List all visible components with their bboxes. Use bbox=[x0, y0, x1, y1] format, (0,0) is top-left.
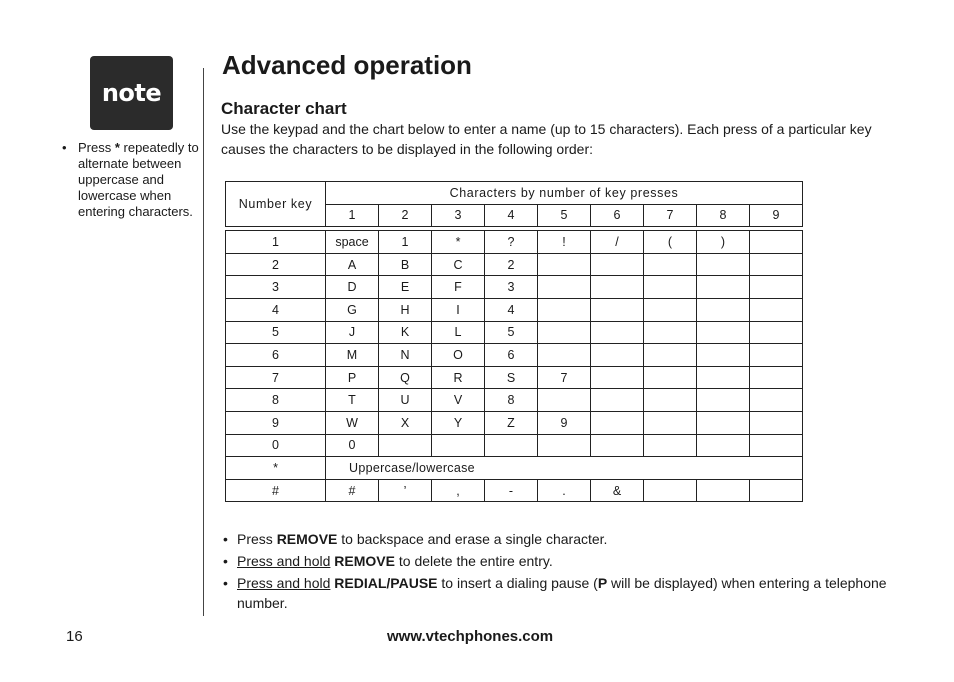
char-cell bbox=[750, 321, 803, 344]
char-cell bbox=[591, 344, 644, 367]
char-cell: G bbox=[326, 298, 379, 321]
char-cell: E bbox=[379, 276, 432, 299]
char-cell: O bbox=[432, 344, 485, 367]
char-cell: J bbox=[326, 321, 379, 344]
char-cell bbox=[538, 276, 591, 299]
table-row bbox=[226, 344, 803, 367]
page-number: 16 bbox=[66, 628, 83, 645]
char-cell: B bbox=[379, 253, 432, 276]
char-cell: 6 bbox=[485, 344, 538, 367]
section-title: Character chart bbox=[221, 99, 347, 118]
char-cell bbox=[697, 276, 750, 299]
char-cell: N bbox=[379, 344, 432, 367]
char-cell: 2 bbox=[485, 253, 538, 276]
char-cell: 8 bbox=[485, 389, 538, 412]
char-cell bbox=[538, 344, 591, 367]
char-cell: , bbox=[432, 479, 485, 502]
side-note-post: repeatedly to alternate between uppercase and lowercase when entering characters. bbox=[78, 140, 199, 219]
table-row-hash bbox=[226, 479, 803, 502]
side-note-pre: Press bbox=[78, 140, 115, 155]
char-cell: 7 bbox=[538, 366, 591, 389]
char-cell: R bbox=[432, 366, 485, 389]
char-cell bbox=[750, 411, 803, 434]
char-cell bbox=[591, 298, 644, 321]
table-row bbox=[226, 276, 803, 299]
press-number: 6 bbox=[591, 204, 644, 227]
footer-url: www.vtechphones.com bbox=[387, 628, 554, 645]
side-note-text bbox=[78, 140, 202, 220]
char-cell bbox=[591, 411, 644, 434]
key-cell: 9 bbox=[226, 411, 326, 434]
char-cell bbox=[644, 479, 697, 502]
header-row bbox=[226, 182, 803, 205]
char-cell bbox=[750, 389, 803, 412]
emphasis-text: Press and hold bbox=[237, 553, 331, 569]
char-cell: T bbox=[326, 389, 379, 412]
bullet-dot: • bbox=[223, 575, 228, 591]
char-cell: ! bbox=[538, 231, 591, 254]
char-cell bbox=[591, 366, 644, 389]
char-cell: U bbox=[379, 389, 432, 412]
char-cell bbox=[750, 479, 803, 502]
char-cell bbox=[697, 253, 750, 276]
char-cell bbox=[644, 366, 697, 389]
char-cell: M bbox=[326, 344, 379, 367]
char-cell: 1 bbox=[379, 231, 432, 254]
instruction-text: to backspace and erase a single character. bbox=[337, 531, 608, 547]
char-cell: ) bbox=[697, 231, 750, 254]
char-cell: Y bbox=[432, 411, 485, 434]
char-cell bbox=[591, 389, 644, 412]
bullet-dot: • bbox=[223, 531, 228, 547]
char-cell bbox=[644, 253, 697, 276]
number-key-header: Number key bbox=[226, 182, 326, 227]
char-cell bbox=[485, 434, 538, 457]
char-cell bbox=[538, 389, 591, 412]
intro-text: Use the keypad and the chart below to enter a name (up to 15 characters). Each press of a particular key causes the characters to be displayed in the following order: bbox=[221, 121, 872, 157]
key-cell: # bbox=[226, 479, 326, 502]
table-row bbox=[226, 231, 803, 254]
presses-header: Characters by number of key presses bbox=[326, 182, 803, 205]
table-row bbox=[226, 434, 803, 457]
char-cell bbox=[697, 298, 750, 321]
vertical-divider bbox=[203, 68, 204, 616]
char-cell bbox=[697, 389, 750, 412]
char-cell bbox=[644, 298, 697, 321]
char-cell bbox=[644, 411, 697, 434]
char-cell bbox=[538, 298, 591, 321]
key-cell: 3 bbox=[226, 276, 326, 299]
table-row bbox=[226, 253, 803, 276]
key-cell: 1 bbox=[226, 231, 326, 254]
char-cell: & bbox=[591, 479, 644, 502]
char-cell bbox=[538, 321, 591, 344]
char-cell bbox=[644, 434, 697, 457]
key-cell: 8 bbox=[226, 389, 326, 412]
note-badge: note bbox=[90, 56, 173, 130]
char-cell: 3 bbox=[485, 276, 538, 299]
key-cell: 7 bbox=[226, 366, 326, 389]
char-cell: # bbox=[326, 479, 379, 502]
page-title: Advanced operation bbox=[222, 50, 472, 80]
char-cell bbox=[644, 321, 697, 344]
char-cell bbox=[432, 434, 485, 457]
char-cell: / bbox=[591, 231, 644, 254]
char-cell: D bbox=[326, 276, 379, 299]
char-cell bbox=[750, 298, 803, 321]
bullet-dot: • bbox=[223, 553, 228, 569]
case-toggle-cell: Uppercase/lowercase bbox=[326, 457, 803, 480]
key-cell: 0 bbox=[226, 434, 326, 457]
table-row-star bbox=[226, 457, 803, 480]
table-row bbox=[226, 321, 803, 344]
instruction-text: to insert a dialing pause ( bbox=[437, 575, 598, 591]
side-note bbox=[62, 140, 202, 220]
instruction-item bbox=[221, 552, 901, 572]
char-cell bbox=[697, 434, 750, 457]
char-cell: 9 bbox=[538, 411, 591, 434]
char-cell: ( bbox=[644, 231, 697, 254]
key-cell: 5 bbox=[226, 321, 326, 344]
key-cell: 6 bbox=[226, 344, 326, 367]
press-number: 8 bbox=[697, 204, 750, 227]
char-cell bbox=[697, 411, 750, 434]
char-cell: 4 bbox=[485, 298, 538, 321]
char-cell: X bbox=[379, 411, 432, 434]
instruction-text: will be displayed) when entering a telephone number. bbox=[237, 575, 887, 611]
char-cell: K bbox=[379, 321, 432, 344]
char-cell bbox=[591, 321, 644, 344]
char-cell bbox=[750, 434, 803, 457]
emphasis-text: Press and hold bbox=[237, 575, 331, 591]
char-cell bbox=[538, 253, 591, 276]
char-cell: S bbox=[485, 366, 538, 389]
instruction-item bbox=[221, 574, 901, 613]
key-cell: * bbox=[226, 457, 326, 480]
bullet-dot: • bbox=[62, 140, 67, 155]
char-cell bbox=[591, 253, 644, 276]
char-cell bbox=[591, 434, 644, 457]
char-cell: L bbox=[432, 321, 485, 344]
char-cell bbox=[538, 434, 591, 457]
table-row bbox=[226, 298, 803, 321]
char-cell: 0 bbox=[326, 434, 379, 457]
char-cell: H bbox=[379, 298, 432, 321]
char-cell: C bbox=[432, 253, 485, 276]
key-cell: 2 bbox=[226, 253, 326, 276]
char-cell bbox=[379, 434, 432, 457]
char-cell bbox=[644, 389, 697, 412]
character-chart bbox=[225, 181, 803, 502]
char-cell: 5 bbox=[485, 321, 538, 344]
char-cell: W bbox=[326, 411, 379, 434]
key-name: P bbox=[597, 575, 608, 591]
key-name: REDIAL/PAUSE bbox=[334, 575, 438, 591]
key-cell: 4 bbox=[226, 298, 326, 321]
char-cell: P bbox=[326, 366, 379, 389]
press-number: 3 bbox=[432, 204, 485, 227]
instruction-item bbox=[221, 530, 901, 550]
instructions-list bbox=[221, 530, 901, 616]
press-number: 4 bbox=[485, 204, 538, 227]
char-cell: ’ bbox=[379, 479, 432, 502]
char-cell bbox=[697, 479, 750, 502]
char-cell bbox=[750, 231, 803, 254]
char-cell: V bbox=[432, 389, 485, 412]
char-cell: ? bbox=[485, 231, 538, 254]
key-name: REMOVE bbox=[276, 531, 338, 547]
char-cell: - bbox=[485, 479, 538, 502]
char-cell: F bbox=[432, 276, 485, 299]
char-cell: Z bbox=[485, 411, 538, 434]
char-cell bbox=[750, 253, 803, 276]
char-cell bbox=[750, 276, 803, 299]
char-cell bbox=[750, 366, 803, 389]
star-key: * bbox=[114, 140, 120, 155]
instruction-text: to delete the entire entry. bbox=[394, 553, 553, 569]
char-cell bbox=[750, 344, 803, 367]
table-row bbox=[226, 389, 803, 412]
instruction-text: Press bbox=[237, 531, 277, 547]
char-cell: . bbox=[538, 479, 591, 502]
press-number: 5 bbox=[538, 204, 591, 227]
char-cell: space bbox=[326, 231, 379, 254]
char-cell: A bbox=[326, 253, 379, 276]
char-cell: * bbox=[432, 231, 485, 254]
key-name: REMOVE bbox=[334, 553, 395, 569]
press-number: 2 bbox=[379, 204, 432, 227]
char-cell bbox=[591, 276, 644, 299]
char-cell bbox=[644, 344, 697, 367]
char-cell bbox=[697, 366, 750, 389]
char-cell: Q bbox=[379, 366, 432, 389]
char-cell: I bbox=[432, 298, 485, 321]
char-cell bbox=[697, 321, 750, 344]
char-cell bbox=[697, 344, 750, 367]
table-row bbox=[226, 366, 803, 389]
char-cell bbox=[644, 276, 697, 299]
table-row bbox=[226, 411, 803, 434]
press-number: 1 bbox=[326, 204, 379, 227]
press-number: 7 bbox=[644, 204, 697, 227]
press-number: 9 bbox=[750, 204, 803, 227]
